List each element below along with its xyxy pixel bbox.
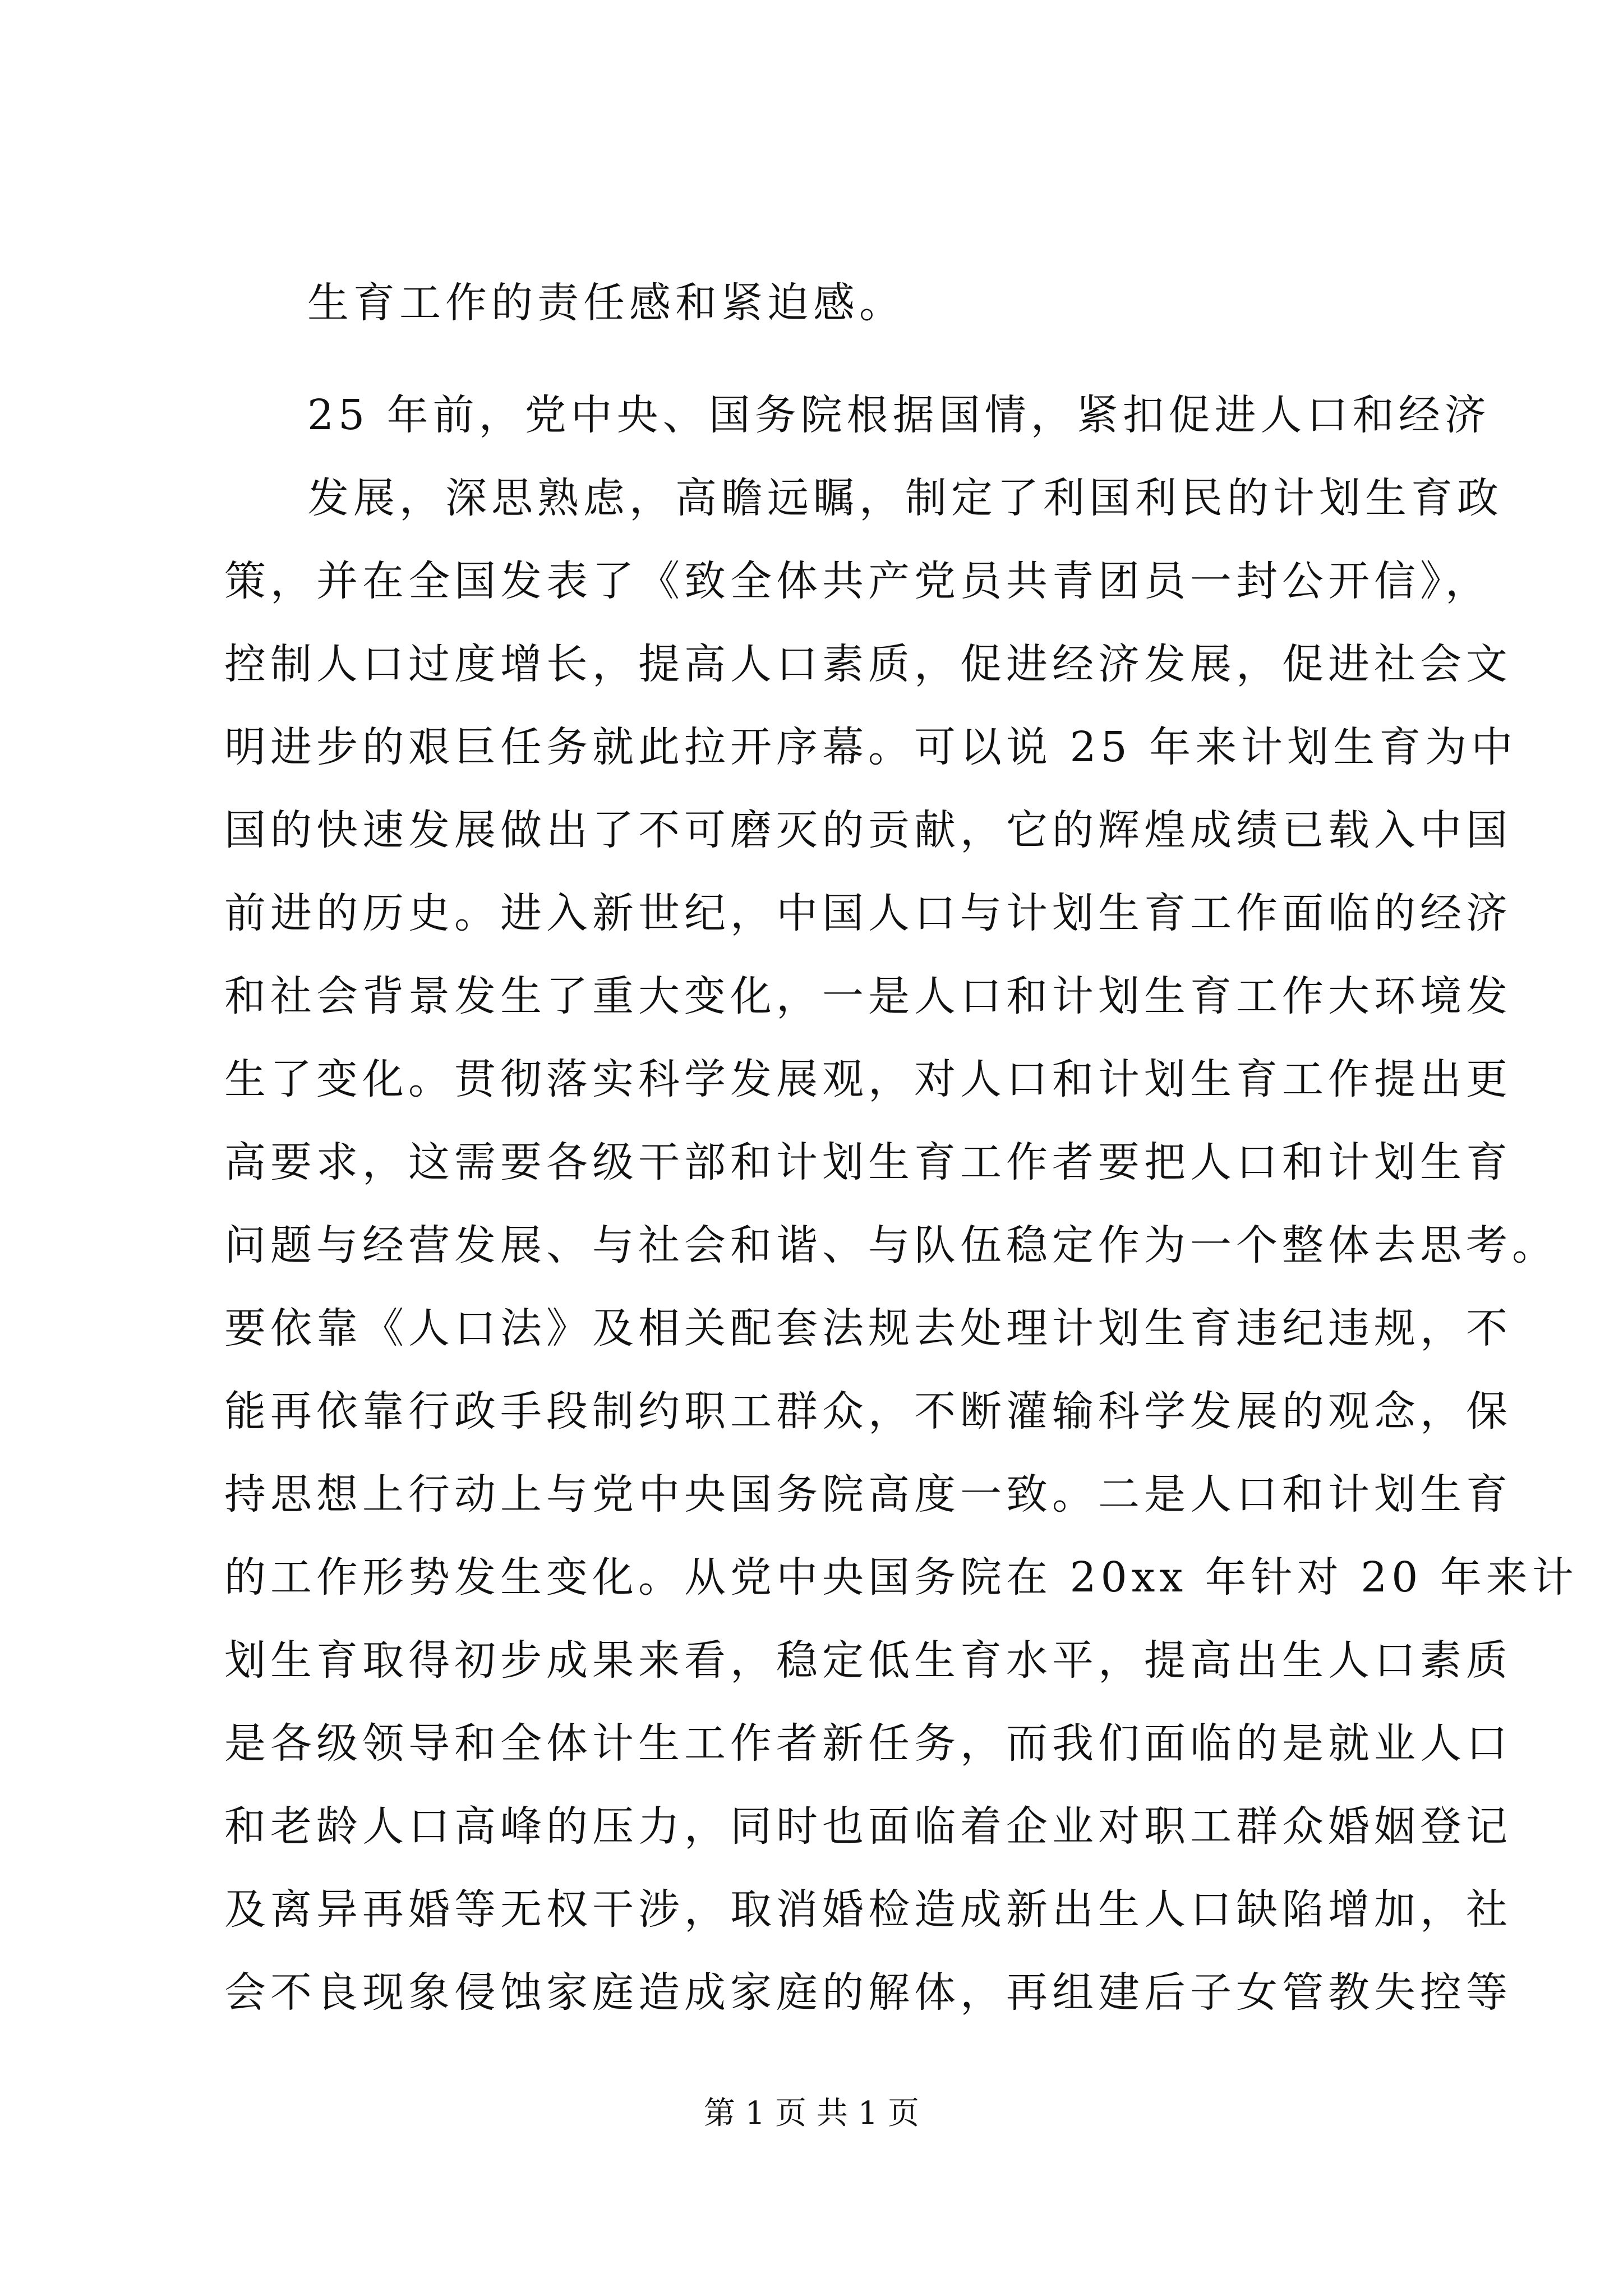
page-footer: 第 1 页 共 1 页: [703, 2095, 920, 2132]
text-line: 划生育取得初步成果来看，稳定低生育水平，提高出生人口素质: [224, 1636, 1512, 1685]
text-line: 高要求，这需要各级干部和计划生育工作者要把人口和计划生育: [224, 1138, 1512, 1186]
text-line: 生育工作的责任感和紧迫感。: [307, 279, 905, 327]
text-line: 及离异再婚等无权干涉，取消婚检造成新出生人口缺陷增加，社: [224, 1885, 1512, 1934]
text-line: 持思想上行动上与党中央国务院高度一致。二是人口和计划生育: [224, 1470, 1512, 1519]
text-line: 和社会背景发生了重大变化，一是人口和计划生育工作大环境发: [224, 972, 1512, 1020]
text-line: 问题与经营发展、与社会和谐、与队伍稳定作为一个整体去思考。: [224, 1221, 1558, 1269]
text-line: 生了变化。贯彻落实科学发展观，对人口和计划生育工作提出更: [224, 1055, 1512, 1103]
text-line: 前进的历史。进入新世纪，中国人口与计划生育工作面临的经济: [224, 889, 1512, 937]
text-line: 的工作形势发生变化。从党中央国务院在 20xx 年针对 20 年来计: [224, 1553, 1578, 1602]
text-line: 能再依靠行政手段制约职工群众，不断灌输科学发展的观念，保: [224, 1387, 1512, 1435]
text-line: 要依靠《人口法》及相关配套法规去处理计划生育违纪违规，不: [224, 1304, 1512, 1352]
text-line: 是各级领导和全体计生工作者新任务，而我们面临的是就业人口: [224, 1719, 1512, 1768]
text-line: 国的快速发展做出了不可磨灭的贡献，它的辉煌成绩已载入中国: [224, 806, 1512, 854]
text-line: 策，并在全国发表了《致全体共产党员共青团员一封公开信》，: [224, 557, 1491, 605]
text-line: 和老龄人口高峰的压力，同时也面临着企业对职工群众婚姻登记: [224, 1802, 1512, 1851]
text-line: 控制人口过度增长，提高人口素质，促进经济发展，促进社会文: [224, 640, 1512, 688]
text-line: 会不良现象侵蚀家庭造成家庭的解体，再组建后子女管教失控等: [224, 1968, 1512, 2017]
text-line: 发展，深思熟虑，高瞻远瞩，制定了利国利民的计划生育政: [307, 474, 1503, 522]
text-line: 25 年前，党中央、国务院根据国情，紧扣促进人口和经济: [307, 391, 1491, 439]
text-line: 明进步的艰巨任务就此拉开序幕。可以说 25 年来计划生育为中: [224, 723, 1518, 771]
